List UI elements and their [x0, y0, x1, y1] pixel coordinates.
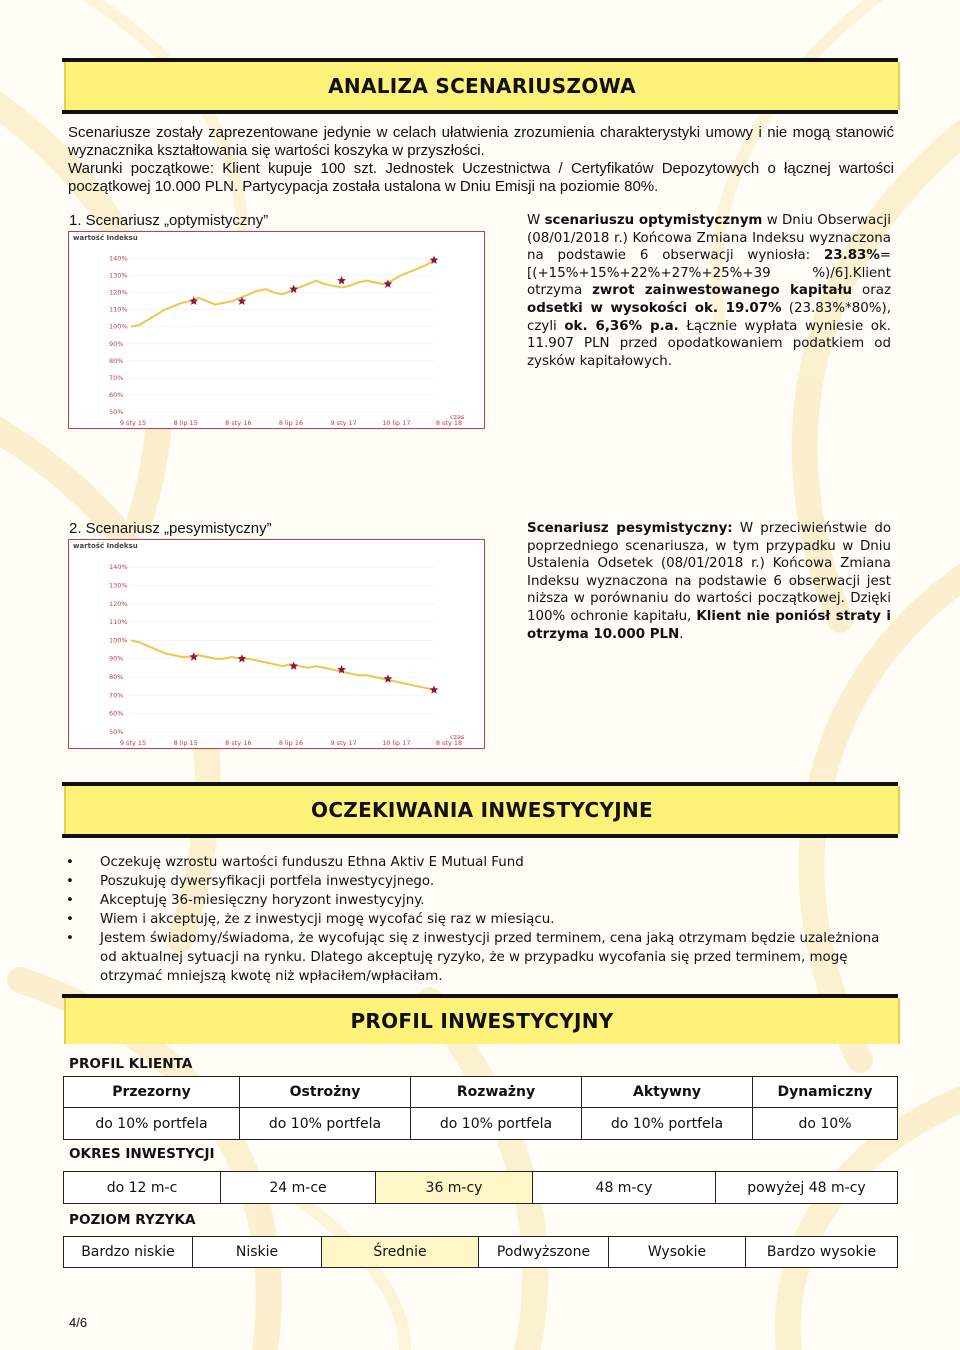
- x-tick-label: 8 lip 15: [173, 419, 198, 427]
- series-line: [131, 640, 434, 690]
- y-tick-label: 50%: [109, 408, 124, 416]
- expectations-list: [64, 853, 896, 986]
- profile-value-cell: do 10% portfela: [64, 1108, 240, 1140]
- expectation-item: [64, 891, 896, 910]
- scenario2-title: 2. Scenariusz „pesymistyczny”: [69, 520, 272, 537]
- client-profile-value-row: [64, 1108, 898, 1140]
- risk-level-row: [64, 1237, 898, 1268]
- expectation-item: [64, 872, 896, 891]
- expectation-item: [64, 853, 896, 872]
- risk-cell: Bardzo wysokie: [746, 1237, 898, 1268]
- period-cell: 48 m-cy: [533, 1172, 716, 1204]
- y-tick-label: 140%: [109, 563, 128, 572]
- expectation-text: Jestem świadomy/świadoma, że wycofując się z inwestycji przed terminem, cena jaką otrzymam będzie uzależniona od aktualnej sytuacji na rynku. Dlatego akceptuję ryzyko, że w przypadku wycofania się przed terminem, mogę otrzymać mniejszą kwotę niż wpłaciłem/wpłaciłam.: [100, 931, 880, 984]
- x-tick-label: 10 lip 17: [382, 419, 411, 427]
- period-cell: powyżej 48 m-cy: [716, 1172, 898, 1204]
- intro-paragraph-2: Warunki początkowe: Klient kupuje 100 szt. Jednostek Uczestnictwa / Certyfikatów Depozytowych o łącznej wartości początkowej 10.000 PLN. Partycypacja została ustalona w Dniu Emisji na poziomie 80%.: [68, 160, 894, 195]
- risk-cell: Podwyższone: [479, 1237, 609, 1268]
- expectation-text: Poszukuję dywersyfikacji portfela inwestycyjnego.: [100, 874, 435, 889]
- profile-header-cell: Przezorny: [64, 1077, 240, 1108]
- bullet-icon: •: [66, 912, 74, 927]
- profile-value-cell: do 10% portfela: [411, 1108, 582, 1140]
- observation-marker: [289, 661, 298, 669]
- bullet-icon: •: [66, 893, 74, 908]
- s1-text-e: =[(+15%+15%+22%+27%+25%+39 %)/6].Klient otrzyma: [527, 248, 891, 299]
- risk-cell: Niskie: [193, 1237, 322, 1268]
- s1-text-a: W: [527, 213, 545, 228]
- y-tick-label: 130%: [109, 271, 128, 280]
- scenario2-chart-svg: [69, 540, 484, 748]
- investment-period-label: OKRES INWESTYCJI: [69, 1146, 215, 1162]
- x-tick-label: 9 sty 17: [330, 739, 357, 747]
- scenario1-chart-svg: [69, 232, 484, 428]
- x-tick-label: 9 sty 15: [119, 419, 147, 427]
- y-tick-label: 120%: [109, 599, 128, 608]
- y-tick-label: 90%: [109, 339, 124, 348]
- x-tick-label: 8 lip 16: [278, 419, 304, 427]
- scenario1-title: 1. Scenariusz „optymistyczny”: [69, 212, 269, 229]
- profile-header-cell: Aktywny: [582, 1077, 753, 1108]
- y-tick-label: 110%: [109, 618, 128, 627]
- y-tick-label: 50%: [109, 728, 124, 736]
- observation-marker: [189, 652, 198, 660]
- profile-value-cell: do 10% portfela: [240, 1108, 411, 1140]
- observation-marker: [238, 654, 247, 662]
- profile-header-cell: Rozważny: [411, 1077, 582, 1108]
- expectation-text: Akceptuję 36-miesięczny horyzont inwestycyjny.: [100, 893, 425, 908]
- client-profile-header-row: [64, 1077, 898, 1108]
- x-tick-label: 8 sty 18: [435, 739, 463, 747]
- client-profile-table: [63, 1076, 898, 1140]
- s1-text-g: oraz: [852, 283, 891, 299]
- profile-title: PROFIL INWESTYCYJNY: [350, 1009, 614, 1033]
- investment-period-row: [64, 1172, 898, 1204]
- investment-period-table: [63, 1171, 898, 1204]
- y-tick-label: 90%: [109, 654, 124, 663]
- period-cell: do 12 m-c: [64, 1172, 221, 1204]
- chart-title: wartość Indeksu: [73, 542, 138, 550]
- risk-level-table: [63, 1236, 898, 1268]
- y-tick-label: 100%: [109, 322, 128, 331]
- scenario2-chart: [68, 539, 485, 749]
- y-tick-label: 80%: [109, 356, 124, 365]
- expectation-item: [64, 910, 896, 929]
- x-tick-label: 8 lip 15: [173, 739, 198, 747]
- scenario1-chart: [68, 231, 485, 429]
- s1-text-k: Łącznie wypłata wyniesie ok. 11.907 PLN przed opodatkowaniem podatkiem od zysków kapitałowych.: [527, 318, 891, 369]
- analysis-intro: [68, 124, 894, 196]
- y-tick-label: 100%: [109, 636, 128, 645]
- s2-text-b: W przeciwieństwie do poprzedniego scenariusza, w tym przypadku w Dniu Ustalenia Odsetek (08/01/2018 r.) Końcowa Zmiana Indeksu wyznaczona na podstawie 6 obserwacji jest niższa w porównaniu do wartości początkowej. Dzięki 100% ochronie kapitału,: [527, 521, 892, 624]
- client-profile-label: PROFIL KLIENTA: [69, 1056, 193, 1072]
- analysis-title-banner: [64, 62, 900, 110]
- expectation-item: [64, 929, 896, 986]
- y-tick-label: 110%: [109, 305, 128, 314]
- x-tick-label: 8 sty 16: [225, 419, 252, 427]
- profile-value-cell: do 10% portfela: [582, 1108, 753, 1140]
- s1-text-i: (23.83%*80%), czyli: [527, 300, 891, 334]
- s2-text-c: Klient nie poniósł straty i otrzyma 10.000 PLN: [527, 608, 891, 642]
- y-tick-label: 60%: [109, 709, 124, 718]
- bullet-icon: •: [66, 874, 74, 889]
- expectations-title-banner: [64, 786, 900, 834]
- analysis-bottom-rule: [62, 110, 898, 114]
- risk-cell: Wysokie: [609, 1237, 746, 1268]
- y-tick-label: 70%: [109, 691, 124, 700]
- risk-cell: Bardzo niskie: [64, 1237, 193, 1268]
- observation-marker: [430, 685, 439, 693]
- expectations-bottom-rule: [62, 834, 898, 838]
- profile-header-cell: Ostrożny: [240, 1077, 411, 1108]
- y-tick-label: 70%: [109, 373, 124, 382]
- s1-text-f: zwrot zainwestowanego kapitału: [592, 283, 853, 299]
- page-number: 4/6: [69, 1315, 88, 1330]
- bullet-icon: •: [66, 931, 74, 946]
- y-tick-label: 120%: [109, 288, 128, 297]
- s1-text-d: 23.83%: [823, 248, 880, 264]
- bullet-icon: •: [66, 855, 74, 870]
- risk-level-label: POZIOM RYZYKA: [69, 1212, 196, 1228]
- s1-text-h: odsetki w wysokości ok. 19.07%: [527, 300, 782, 316]
- x-axis-label: czas: [450, 413, 465, 421]
- chart-title: wartość Indeksu: [73, 234, 138, 242]
- analysis-title: ANALIZA SCENARIUSZOWA: [328, 74, 636, 98]
- profile-header-cell: Dynamiczny: [753, 1077, 898, 1108]
- observation-marker: [337, 276, 346, 284]
- y-tick-label: 140%: [109, 254, 128, 263]
- period-cell: 24 m-ce: [221, 1172, 376, 1204]
- s2-text-d: .: [679, 626, 684, 642]
- s1-text-c: w Dniu Obserwacji (08/01/2018 r.) Końcowa Zmiana Indeksu wyznaczona na podstawie 6 obserwacji wyniosła:: [527, 213, 891, 264]
- profile-value-cell: do 10%: [753, 1108, 898, 1140]
- s1-text-b: scenariuszu optymistycznym: [544, 213, 763, 228]
- y-tick-label: 130%: [109, 581, 128, 590]
- x-axis-label: czas: [450, 733, 465, 741]
- y-tick-label: 80%: [109, 673, 124, 682]
- period-cell-selected: 36 m-cy: [376, 1172, 533, 1204]
- series-line: [131, 260, 434, 327]
- y-tick-label: 60%: [109, 390, 124, 399]
- x-tick-label: 8 sty 16: [225, 739, 252, 747]
- risk-cell-selected: Średnie: [322, 1237, 479, 1268]
- expectations-title: OCZEKIWANIA INWESTYCYJNE: [311, 798, 653, 822]
- s2-text-a: Scenariusz pesymistyczny:: [527, 521, 733, 536]
- x-tick-label: 8 lip 16: [278, 739, 304, 747]
- x-tick-label: 9 sty 15: [119, 739, 147, 747]
- expectation-text: Oczekuję wzrostu wartości funduszu Ethna Aktiv E Mutual Fund: [100, 855, 524, 870]
- s1-text-j: ok. 6,36% p.a.: [564, 318, 679, 334]
- intro-paragraph-1: Scenariusze zostały zaprezentowane jedynie w celach ułatwienia zrozumienia charakterystyki umowy i nie mogą stanowić wyznacznika kształtowania się wartości koszyka w przyszłości.: [68, 124, 894, 159]
- x-tick-label: 10 lip 17: [382, 739, 411, 747]
- scenario1-text: [527, 212, 891, 370]
- x-tick-label: 9 sty 17: [330, 419, 357, 427]
- scenario2-text: [527, 520, 891, 643]
- x-tick-label: 8 sty 18: [435, 419, 463, 427]
- profile-title-banner: [64, 998, 900, 1044]
- expectation-text: Wiem i akceptuję, że z inwestycji mogę wycofać się raz w miesiącu.: [100, 912, 555, 927]
